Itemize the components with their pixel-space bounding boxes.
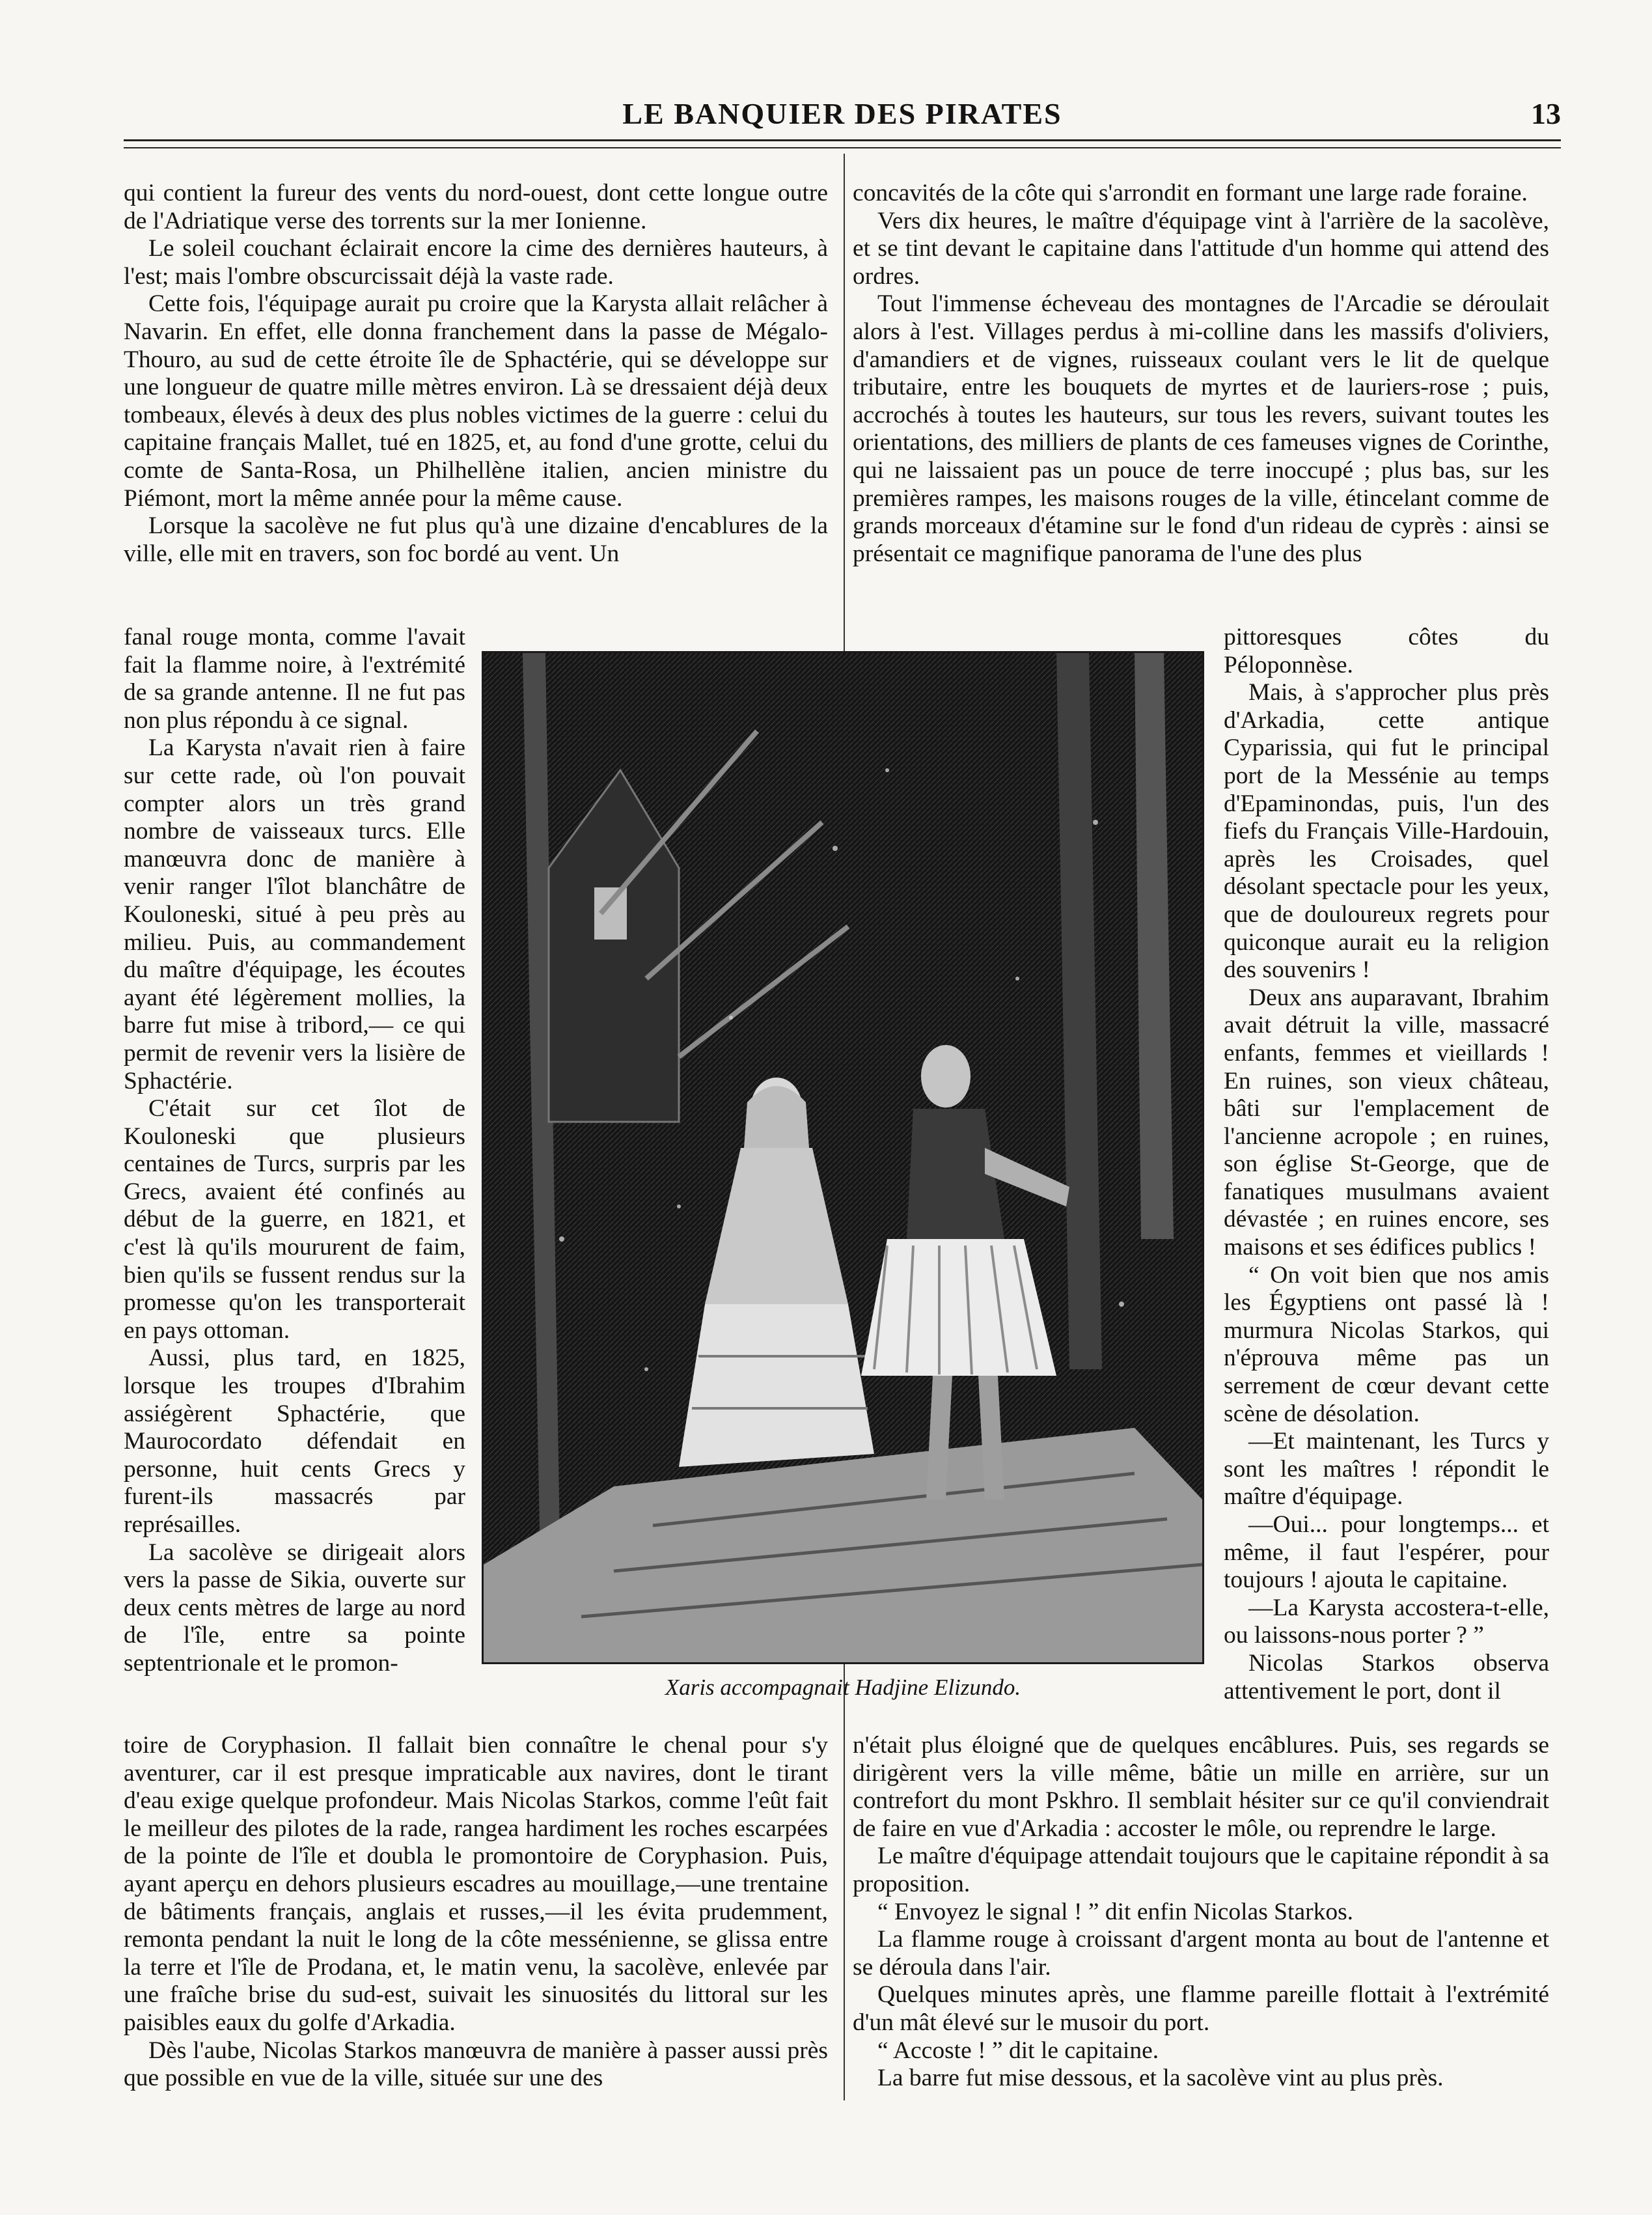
header-rule — [124, 139, 1561, 141]
paragraph: Deux ans auparavant, Ibrahim avait détruit la ville, massacré enfants, femmes et vieillards ! En ruines, son vieux château, bâti sur l'emplacement de l'ancienne acropole ; en ruines, son église St-George, que de fanatiques musulmans avaient dévastée ; en ruines encore, ses maisons et ses édifices publics ! — [1224, 984, 1549, 1261]
paragraph: toire de Coryphasion. Il fallait bien connaître le chenal pour s'y aventurer, car il est presque impraticable aux navires, dont le tirant d'eau exige quelque profondeur. Mais Nicolas Starkos, comme l'eût fait le meilleur des pilotes de la rade, rangea hardiment les roches escarpées de la pointe de l'île et doubla le promontoire de Coryphasion. Puis, ayant aperçu en dehors plusieurs escadres au mouillage,—une trentaine de bâtiments français, anglais et russes,—il les évita prudemment, remonta pendant la nuit le long de la côte messénienne, se glissa entre la terre et l'île de Prodana, et, le matin venu, la sacolève, enlevée par une fraîche brise du sud-est, suivait les sinuosités du littoral sur les paisibles eaux du golfe d'Arkadia. — [124, 1732, 828, 2036]
left-column-narrow — [124, 624, 465, 1678]
paragraph: “ Accoste ! ” dit le capitaine. — [877, 2037, 1159, 2064]
paragraph: Nicolas Starkos observa attentivement le port, dont il — [1224, 1649, 1549, 1705]
paragraph: concavités de la côte qui s'arrondit en formant une large rade foraine. — [853, 180, 1528, 206]
paragraph: Le soleil couchant éclairait encore la cime des dernières hauteurs, à l'est; mais l'ombre obscurcissait déjà la vaste rade. — [124, 235, 828, 290]
paragraph: Quelques minutes après, une flamme pareille flottait à l'extrémité d'un mât élevé sur le musoir du port. — [853, 1981, 1549, 2036]
paragraph: La barre fut mise dessous, et la sacolève vint au plus près. — [877, 2065, 1444, 2092]
paragraph: “ On voit bien que nos amis les Égyptiens ont passé là ! murmura Nicolas Starkos, qui n'éprouva même pas un serrement de cœur devant cette scène de désolation. — [1224, 1261, 1549, 1427]
paragraph: qui contient la fureur des vents du nord-ouest, dont cette longue outre de l'Adriatique verse des torrents sur la mer Ionienne. — [124, 180, 828, 234]
paragraph: Vers dix heures, le maître d'équipage vint à l'arrière de la sacolève, et se tint devant le capitaine dans l'attitude d'un homme qui attend des ordres. — [853, 207, 1549, 290]
right-column-top — [853, 180, 1549, 568]
running-title: LE BANQUIER DES PIRATES — [622, 97, 1062, 130]
paragraph: La Karysta n'avait rien à faire sur cette rade, où l'on pouvait compter alors un très grand nombre de vaisseaux turcs. Elle manœuvra donc de manière à venir ranger l'îlot blanchâtre de Kouloneski, situé à peu près au milieu. Puis, au commandement du maître d'équipage, les écoutes ayant été légèrement mollies, la barre fut mise à tribord,— ce qui permit de revenir vers la lisière de Sphactérie. — [124, 734, 465, 1094]
paragraph: “ Envoyez le signal ! ” dit enfin Nicolas Starkos. — [877, 1898, 1354, 1925]
right-column-narrow — [1224, 624, 1549, 1705]
paragraph: Lorsque la sacolève ne fut plus qu'à une dizaine d'encablures de la ville, elle mit en travers, son foc bordé au vent. Un — [124, 512, 828, 567]
paragraph: Le maître d'équipage attendait toujours que le capitaine répondit à sa proposition. — [853, 1843, 1549, 1897]
paragraph: Aussi, plus tard, en 1825, lorsque les troupes d'Ibrahim assiégèrent Sphactérie, que Maurocordato défendait en personne, huit cents Grecs y furent-ils massacrés par représailles. — [124, 1344, 465, 1538]
engraving-illustration — [482, 651, 1204, 1664]
paragraph: C'était sur cet îlot de Kouloneski que plusieurs centaines de Turcs, surpris par les Grecs, avaient été confinés au début de la guerre, en 1821, et c'est là qu'ils moururent de faim, bien qu'ils se fussent rendus sur la promesse qu'on les transporterait en pays ottoman. — [124, 1095, 465, 1344]
engraving-drawing — [484, 653, 1202, 1662]
paragraph: Tout l'immense écheveau des montagnes de l'Arcadie se déroulait alors à l'est. Villages perdus à mi-colline dans les massifs d'oliviers, d'amandiers et de vignes, ruisseaux coulant vers le lit de quelque tributaire, entre les bouquets de myrtes et de lauriers-rose ; puis, accrochés à toutes les hauteurs, sur tous les revers, suivant toutes les orientations, des milliers de plants de ces fameuses vignes de Corinthe, qui ne laissaient pas un pouce de terre inoccupé ; plus bas, sur les premières rampes, les maisons rouges de la ville, étincelant comme de grands morceaux d'étamine sur le fond d'un rideau de cyprès : ainsi se présentait ce magnifique panorama de l'une des plus — [853, 290, 1549, 567]
paragraph: Mais, à s'approcher plus près d'Arkadia, cette antique Cyparissia, qui fut le principal port de la Messénie au temps d'Epaminondas, puis, l'un des fiefs du Français Ville-Hardouin, après les Croisades, quel désolant spectacle pour les yeux, que de douloureux regrets pour quiconque aurait eu la religion des souvenirs ! — [1224, 679, 1549, 984]
paragraph: n'était plus éloigné que de quelques encâblures. Puis, ses regards se dirigèrent vers la ville même, bâtie un mille en arrière, sur un contrefort du mont Pskhro. Il semblait hésiter sur ce qu'il conviendrait de faire en vue d'Arkadia : accoster le môle, ou reprendre le large. — [853, 1732, 1549, 1842]
figure-caption: Xaris accompagnait Hadjine Elizundo. — [665, 1675, 1021, 1700]
page-number: 13 — [1531, 97, 1561, 130]
paragraph: fanal rouge monta, comme l'avait fait la flamme noire, à l'extrémité de sa grande antenne. Il ne fut pas non plus répondu à ce signal. — [124, 624, 465, 734]
left-column-bottom — [124, 1732, 828, 2093]
right-column-bottom — [853, 1732, 1549, 2093]
running-header — [124, 96, 1561, 135]
header-rule-thin — [124, 147, 1561, 148]
paragraph: —Oui... pour longtemps... et même, il faut l'espérer, pour toujours ! ajouta le capitaine. — [1224, 1511, 1549, 1594]
paragraph: Cette fois, l'équipage aurait pu croire que la Karysta allait relâcher à Navarin. En effet, elle donna franchement dans la passe de Mégalo-Thouro, au sud de cette étroite île de Sphactérie, qui se développe sur une longueur de quatre mille mètres environ. Là se dressaient déjà deux tombeaux, élevés à deux des plus nobles victimes de la guerre : celui du capitaine français Mallet, tué en 1825, et, au fond d'une grotte, celui du comte de Santa-Rosa, un Philhellène italien, ancien ministre du Piémont, mort la même année pour la même cause. — [124, 290, 828, 512]
left-column-top — [124, 180, 828, 568]
paragraph: La sacolève se dirigeait alors vers la passe de Sikia, ouverte sur deux cents mètres de large au nord de l'île, entre sa pointe septentrionale et le promon- — [124, 1539, 465, 1677]
paragraph: La flamme rouge à croissant d'argent monta au bout de l'antenne et se déroula dans l'air. — [853, 1926, 1549, 1981]
paragraph: —La Karysta accostera-t-elle, ou laissons-nous porter ? ” — [1224, 1594, 1549, 1649]
paragraph: pittoresques côtes du Péloponnèse. — [1224, 624, 1549, 678]
paragraph: Dès l'aube, Nicolas Starkos manœuvra de manière à passer aussi près que possible en vue de la ville, située sur une des — [124, 2037, 828, 2092]
paragraph: —Et maintenant, les Turcs y sont les maîtres ! répondit le maître d'équipage. — [1224, 1428, 1549, 1511]
